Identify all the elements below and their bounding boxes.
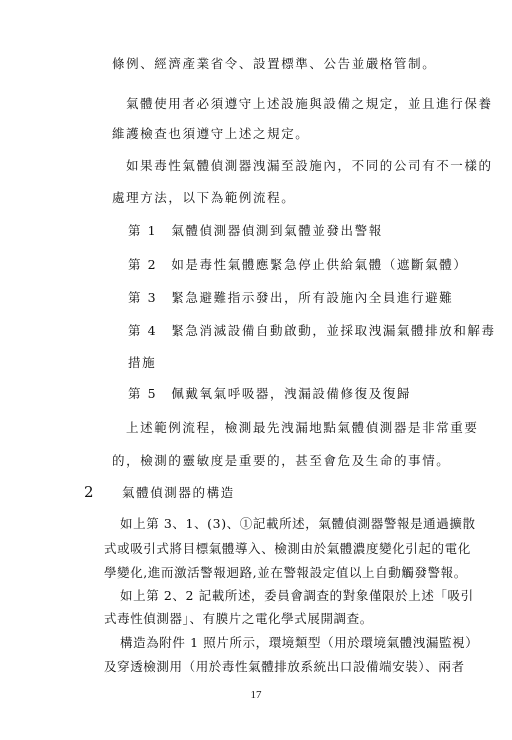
flow-step-2: 第 2 如是毒性氣體應緊急停止供給氣體（遮斷氣體） bbox=[128, 257, 468, 272]
text-line: 如上第 2、2 記載所述，委員會調查的對象僅限於上述「吸引 bbox=[120, 588, 474, 603]
text-line: 式或吸引式將目標氣體導入、檢測由於氣體濃度變化引起的電化 bbox=[104, 541, 471, 556]
text-line: 處理方法，以下為範例流程。 bbox=[112, 190, 296, 205]
flow-step-4-cont: 措施 bbox=[128, 355, 157, 370]
text-line: 學變化,進而激活警報迴路,並在警報設定值以上自動觸發警報。 bbox=[104, 565, 467, 580]
text-line: 及穿透檢測用（用於毒性氣體排放系統出口設備端安裝）、兩者 bbox=[104, 659, 465, 674]
flow-step-4: 第 4 緊急消滅設備自動啟動，並採取洩漏氣體排放和解毒 bbox=[128, 323, 496, 338]
text-line: 上述範例流程，檢測最先洩漏地點氣體偵測器是非常重要 bbox=[126, 420, 479, 435]
flow-step-5: 第 5 佩戴氧氣呼吸器，洩漏設備修復及復歸 bbox=[128, 386, 412, 401]
page-number: 17 bbox=[250, 689, 262, 701]
text-line: 如果毒性氣體偵測器洩漏至設施內，不同的公司有不一樣的 bbox=[126, 158, 493, 173]
text-line: 構造為附件 1 照片所示，環境類型（用於環境氣體洩漏監視） bbox=[120, 635, 479, 650]
text-line: 條例、經濟產業省令、設置標準、公告並嚴格管制。 bbox=[112, 56, 437, 71]
flow-step-3: 第 3 緊急避難指示發出，所有設施內全員進行避難 bbox=[128, 290, 454, 305]
section-number: 2 bbox=[84, 483, 94, 501]
flow-step-1: 第 1 氣體偵測器偵測到氣體並發出警報 bbox=[128, 223, 383, 238]
text-line: 式毒性偵測器」、有膜片之電化學式展開調查。 bbox=[104, 611, 373, 626]
section-title: 氣體偵測器的構造 bbox=[122, 485, 235, 500]
text-line: 的，檢測的靈敏度是重要的，甚至會危及生命的事情。 bbox=[112, 453, 451, 468]
text-line: 氣體使用者必須遵守上述設施與設備之規定，並且進行保養 bbox=[126, 96, 493, 111]
text-line: 維護檢查也須遵守上述之規定。 bbox=[112, 126, 310, 141]
text-line: 如上第 3、1、(3)、①記載所述，氣體偵測器警報是通過擴散 bbox=[120, 516, 476, 531]
